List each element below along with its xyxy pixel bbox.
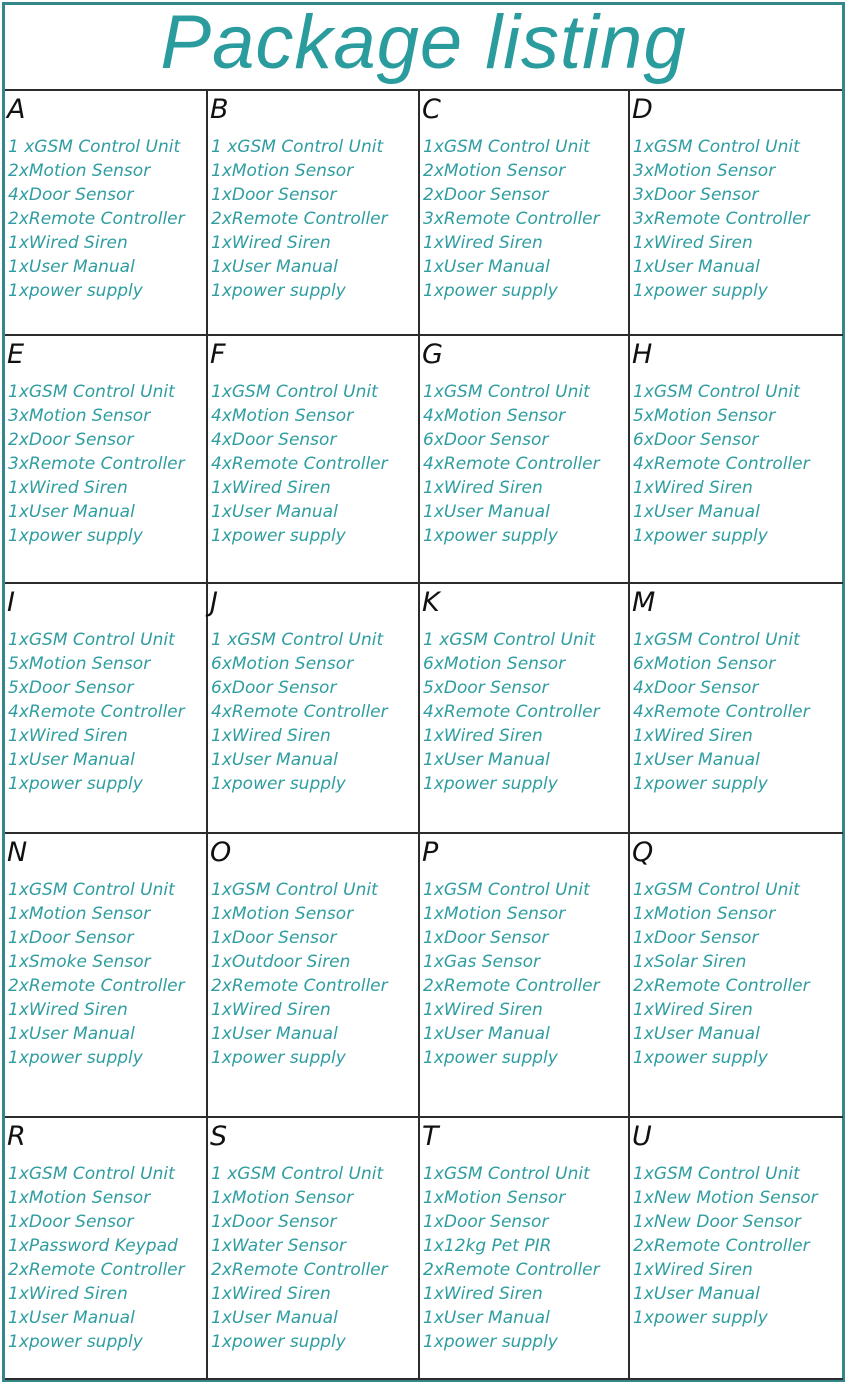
package-item: 1xGSM Control Unit [211, 880, 378, 900]
package-item: 1xUser Manual [211, 1308, 338, 1328]
package-cell-p [420, 834, 630, 1118]
package-item: 1xpower supply [633, 1308, 768, 1328]
package-item: 1xDoor Sensor [8, 1212, 134, 1232]
package-item: 1xPassword Keypad [8, 1236, 178, 1256]
package-item: 1xpower supply [633, 281, 768, 301]
package-item: 1xGSM Control Unit [423, 1164, 590, 1184]
package-item: 1xpower supply [423, 526, 558, 546]
package-item: 1xMotion Sensor [423, 1188, 566, 1208]
package-item: 1xpower supply [8, 774, 143, 794]
package-letter: F [210, 339, 226, 370]
package-item: 1xDoor Sensor [211, 1212, 337, 1232]
package-item: 1xGSM Control Unit [8, 630, 175, 650]
package-item: 1xUser Manual [211, 1024, 338, 1044]
package-item: 5xMotion Sensor [633, 406, 776, 426]
package-item: 2xDoor Sensor [8, 430, 134, 450]
package-cell-h [630, 336, 843, 584]
package-item-list [633, 380, 810, 548]
package-item: 1xWired Siren [8, 478, 128, 498]
package-item: 1xMotion Sensor [211, 161, 354, 181]
package-item: 1xMotion Sensor [8, 1188, 151, 1208]
package-letter: M [632, 587, 656, 618]
package-item: 1xGSM Control Unit [8, 382, 175, 402]
package-item: 1xDoor Sensor [211, 928, 337, 948]
package-item: 1xMotion Sensor [633, 904, 776, 924]
package-item: 4xDoor Sensor [8, 185, 134, 205]
package-item: 1xGSM Control Unit [423, 382, 590, 402]
package-item-list [8, 628, 185, 796]
package-item: 2xDoor Sensor [423, 185, 549, 205]
package-letter: N [7, 837, 28, 868]
package-item: 1xWired Siren [423, 726, 543, 746]
page-title: Package listing [5, 5, 842, 91]
package-item: 6xMotion Sensor [211, 654, 354, 674]
package-item: 1xGSM Control Unit [423, 880, 590, 900]
package-listing-sheet [2, 2, 845, 1382]
package-item: 2xRemote Controller [8, 1260, 185, 1280]
package-item: 1xWired Siren [633, 1000, 753, 1020]
package-item: 1xWired Siren [8, 1284, 128, 1304]
package-item-list [211, 1162, 388, 1354]
package-cell-s [208, 1118, 420, 1380]
package-item: 4xRemote Controller [211, 454, 388, 474]
package-item: 1xWired Siren [423, 1284, 543, 1304]
package-item-list [8, 135, 185, 303]
package-item: 4xMotion Sensor [423, 406, 566, 426]
package-item: 1xpower supply [8, 1332, 143, 1352]
package-item: 1 xGSM Control Unit [423, 630, 596, 650]
package-item: 2xRemote Controller [8, 209, 185, 229]
package-item-list [633, 628, 810, 796]
package-item: 1xWired Siren [633, 233, 753, 253]
package-item-list [423, 380, 600, 548]
package-item: 1xUser Manual [8, 1024, 135, 1044]
package-item: 1xUser Manual [8, 502, 135, 522]
package-item-list [423, 628, 600, 796]
package-item: 1xUser Manual [423, 257, 550, 277]
package-item: 6xDoor Sensor [423, 430, 549, 450]
package-item: 1xpower supply [633, 774, 768, 794]
package-cell-t [420, 1118, 630, 1380]
package-item: 4xRemote Controller [8, 702, 185, 722]
package-item-list [423, 1162, 600, 1354]
package-cell-b [208, 91, 420, 336]
package-letter: C [422, 94, 441, 125]
package-item: 1xUser Manual [8, 257, 135, 277]
package-item: 3xMotion Sensor [8, 406, 151, 426]
package-item: 4xDoor Sensor [211, 430, 337, 450]
package-item: 1xWired Siren [423, 478, 543, 498]
package-item: 1xUser Manual [8, 750, 135, 770]
package-item: 1xUser Manual [633, 502, 760, 522]
package-item: 1xGSM Control Unit [8, 1164, 175, 1184]
package-letter: K [422, 587, 440, 618]
package-item: 6xMotion Sensor [423, 654, 566, 674]
package-item: 1 xGSM Control Unit [211, 1164, 384, 1184]
package-item: 1xUser Manual [423, 1024, 550, 1044]
package-letter: A [7, 94, 26, 125]
package-item: 1xWired Siren [8, 1000, 128, 1020]
package-item: 1xNew Door Sensor [633, 1212, 801, 1232]
package-item: 1xDoor Sensor [633, 928, 759, 948]
package-item: 2xRemote Controller [423, 976, 600, 996]
package-item: 1xGSM Control Unit [633, 880, 800, 900]
package-item: 2xRemote Controller [633, 1236, 810, 1256]
package-item: 1xUser Manual [633, 1284, 760, 1304]
package-item: 1xpower supply [8, 1048, 143, 1068]
package-item: 1xOutdoor Siren [211, 952, 351, 972]
package-item: 1xUser Manual [211, 257, 338, 277]
package-item: 1xWired Siren [633, 478, 753, 498]
package-item: 1xUser Manual [211, 750, 338, 770]
package-item: 1xWired Siren [423, 233, 543, 253]
package-grid [5, 91, 842, 1380]
package-letter: S [210, 1121, 228, 1152]
package-item: 1xDoor Sensor [211, 185, 337, 205]
package-item: 2xMotion Sensor [8, 161, 151, 181]
package-item: 1xpower supply [211, 281, 346, 301]
package-item: 1xMotion Sensor [211, 904, 354, 924]
package-item: 1 xGSM Control Unit [211, 630, 384, 650]
package-item: 1xWater Sensor [211, 1236, 346, 1256]
package-item: 1xWired Siren [633, 726, 753, 746]
package-item-list [211, 878, 388, 1070]
package-item-list [8, 878, 185, 1070]
package-item: 1xpower supply [423, 774, 558, 794]
package-cell-i [5, 584, 208, 834]
package-item-list [211, 628, 388, 796]
package-item: 1xSmoke Sensor [8, 952, 151, 972]
package-item: 2xRemote Controller [211, 976, 388, 996]
package-item: 1xMotion Sensor [423, 904, 566, 924]
package-item: 1xGSM Control Unit [633, 137, 800, 157]
package-item: 6xDoor Sensor [633, 430, 759, 450]
package-item: 6xMotion Sensor [633, 654, 776, 674]
package-item: 1xUser Manual [633, 750, 760, 770]
package-item: 1xSolar Siren [633, 952, 747, 972]
package-item: 1xWired Siren [211, 1000, 331, 1020]
package-cell-d [630, 91, 843, 336]
package-item: 1xUser Manual [423, 1308, 550, 1328]
package-cell-f [208, 336, 420, 584]
package-item-list [633, 878, 810, 1070]
package-cell-e [5, 336, 208, 584]
package-item-list [8, 1162, 185, 1354]
package-letter: I [7, 587, 15, 618]
package-letter: Q [632, 837, 654, 868]
package-item: 1xUser Manual [633, 1024, 760, 1044]
package-item: 1xMotion Sensor [8, 904, 151, 924]
package-item: 1xNew Motion Sensor [633, 1188, 818, 1208]
package-item: 1xpower supply [423, 1332, 558, 1352]
package-item: 1 xGSM Control Unit [8, 137, 181, 157]
package-cell-o [208, 834, 420, 1118]
package-item: 3xRemote Controller [423, 209, 600, 229]
package-item-list [8, 380, 185, 548]
package-item: 1xpower supply [211, 774, 346, 794]
package-cell-a [5, 91, 208, 336]
package-item: 1xUser Manual [423, 502, 550, 522]
package-item: 6xDoor Sensor [211, 678, 337, 698]
package-item-list [423, 878, 600, 1070]
package-cell-n [5, 834, 208, 1118]
package-letter: T [422, 1121, 439, 1152]
package-item-list [423, 135, 600, 303]
package-letter: E [7, 339, 25, 370]
package-cell-j [208, 584, 420, 834]
package-item: 1x12kg Pet PIR [423, 1236, 552, 1256]
package-item: 1xWired Siren [8, 233, 128, 253]
package-item: 2xMotion Sensor [423, 161, 566, 181]
package-item: 1xpower supply [8, 281, 143, 301]
package-cell-r [5, 1118, 208, 1380]
package-item: 1xpower supply [633, 1048, 768, 1068]
package-item: 1xpower supply [211, 1332, 346, 1352]
package-cell-u [630, 1118, 843, 1380]
package-item: 2xRemote Controller [211, 1260, 388, 1280]
package-item: 2xRemote Controller [423, 1260, 600, 1280]
package-item: 1xGSM Control Unit [633, 1164, 800, 1184]
package-item: 1xpower supply [211, 526, 346, 546]
package-item: 1xWired Siren [8, 726, 128, 746]
package-item: 1xpower supply [633, 526, 768, 546]
package-letter: P [422, 837, 439, 868]
package-item: 1xDoor Sensor [8, 928, 134, 948]
package-item: 1xGas Sensor [423, 952, 540, 972]
package-item: 1xWired Siren [211, 233, 331, 253]
package-item-list [211, 380, 388, 548]
package-item: 1xDoor Sensor [423, 1212, 549, 1232]
package-item: 3xMotion Sensor [633, 161, 776, 181]
package-item: 3xRemote Controller [8, 454, 185, 474]
package-item: 5xDoor Sensor [423, 678, 549, 698]
package-item: 4xRemote Controller [633, 454, 810, 474]
package-item: 1xWired Siren [423, 1000, 543, 1020]
package-item: 2xRemote Controller [8, 976, 185, 996]
package-item: 4xMotion Sensor [211, 406, 354, 426]
package-item: 1xWired Siren [211, 726, 331, 746]
package-item-list [211, 135, 388, 303]
package-item: 1 xGSM Control Unit [211, 137, 384, 157]
package-item: 1xWired Siren [211, 478, 331, 498]
package-letter: H [632, 339, 653, 370]
package-letter: B [210, 94, 229, 125]
package-item: 1xpower supply [423, 1048, 558, 1068]
package-item: 1xpower supply [211, 1048, 346, 1068]
package-item: 1xUser Manual [633, 257, 760, 277]
package-item: 1xWired Siren [211, 1284, 331, 1304]
package-item: 1xDoor Sensor [423, 928, 549, 948]
package-item: 1xpower supply [423, 281, 558, 301]
package-cell-c [420, 91, 630, 336]
package-item-list [633, 1162, 818, 1330]
package-item: 1xUser Manual [423, 750, 550, 770]
package-letter: R [7, 1121, 26, 1152]
package-letter: J [210, 587, 218, 618]
package-item: 1xUser Manual [8, 1308, 135, 1328]
package-item: 1xMotion Sensor [211, 1188, 354, 1208]
package-letter: U [632, 1121, 652, 1152]
package-cell-m [630, 584, 843, 834]
package-item: 1xUser Manual [211, 502, 338, 522]
package-item: 1xGSM Control Unit [633, 630, 800, 650]
package-item: 4xDoor Sensor [633, 678, 759, 698]
package-item: 1xpower supply [8, 526, 143, 546]
package-item: 1xGSM Control Unit [423, 137, 590, 157]
package-cell-g [420, 336, 630, 584]
package-item: 2xRemote Controller [211, 209, 388, 229]
package-item: 4xRemote Controller [423, 702, 600, 722]
package-item: 4xRemote Controller [211, 702, 388, 722]
package-item: 1xGSM Control Unit [633, 382, 800, 402]
package-letter: O [210, 837, 232, 868]
package-item: 3xRemote Controller [633, 209, 810, 229]
package-item: 2xRemote Controller [633, 976, 810, 996]
package-item: 1xGSM Control Unit [8, 880, 175, 900]
package-item: 3xDoor Sensor [633, 185, 759, 205]
package-item: 1xWired Siren [633, 1260, 753, 1280]
package-item: 5xDoor Sensor [8, 678, 134, 698]
package-item-list [633, 135, 810, 303]
package-letter: G [422, 339, 443, 370]
package-cell-q [630, 834, 843, 1118]
package-item: 4xRemote Controller [633, 702, 810, 722]
package-item: 1xGSM Control Unit [211, 382, 378, 402]
package-cell-k [420, 584, 630, 834]
package-item: 5xMotion Sensor [8, 654, 151, 674]
package-item: 4xRemote Controller [423, 454, 600, 474]
package-letter: D [632, 94, 653, 125]
